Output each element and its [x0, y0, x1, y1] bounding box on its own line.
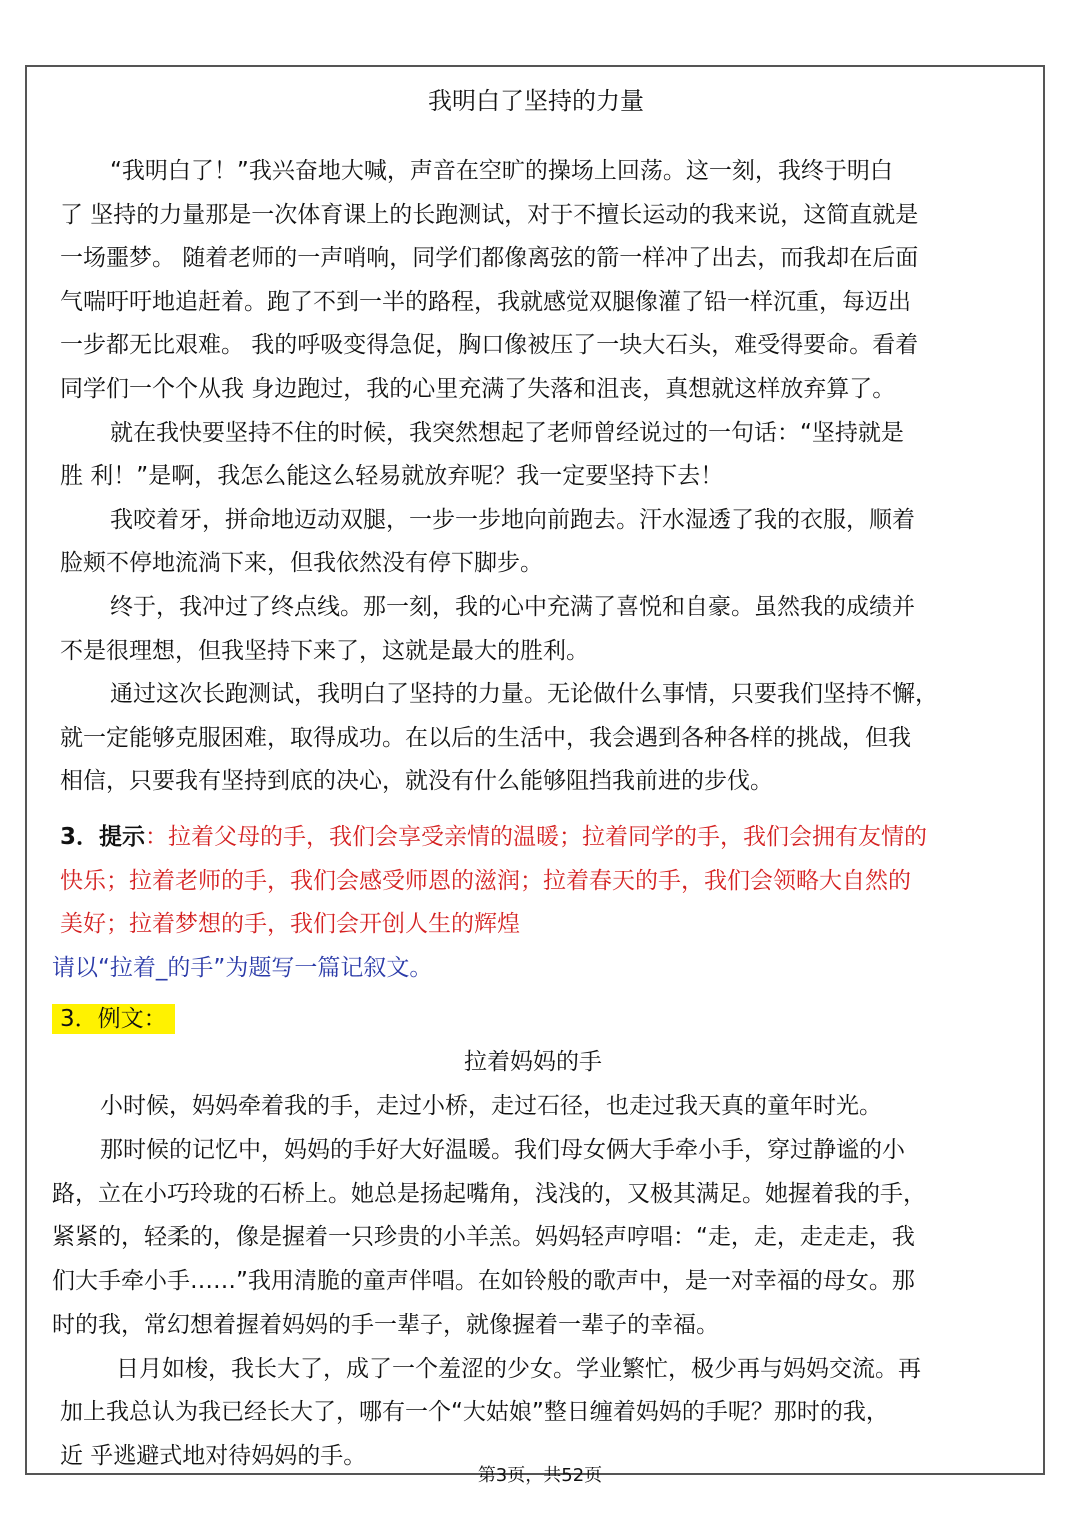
essay-2-line: 日月如梭，我长大了，成了一个羞涩的少女。学业繁忙，极少再与妈妈交流。再	[116, 1356, 921, 1382]
essay-1-line: 就一定能够克服困难，取得成功。在以后的生活中，我会遇到各种各样的挑战，但我	[60, 725, 911, 751]
essay-1-line: 了 坚持的力量那是一次体育课上的长跑测试，对于不擅长运动的我来说，这简直就是	[60, 202, 919, 228]
hint-line	[60, 822, 927, 852]
essay-2-line: 时的我，常幻想着握着妈妈的手一辈子，就像握着一辈子的幸福。	[52, 1312, 719, 1338]
essay-1-line: 一步都无比艰难。 我的呼吸变得急促，胸口像被压了一块大石头，难受得要命。看着	[60, 332, 919, 358]
essay-1-line: 终于，我冲过了终点线。那一刻，我的心中充满了喜悦和自豪。虽然我的成绩并	[110, 594, 915, 620]
essay-1-line: 同学们一个个从我 身边跑过，我的心里充满了失落和沮丧，真想就这样放弃算了。	[60, 376, 896, 402]
essay-1-line: 脸颊不停地流淌下来，但我依然没有停下脚步。	[60, 550, 543, 576]
essay-2-title: 拉着妈妈的手	[464, 1049, 602, 1075]
essay-1-line: 相信，只要我有坚持到底的决心，就没有什么能够阻挡我前进的步伐。	[60, 768, 773, 794]
example-label-highlight: 3．例文：	[52, 1004, 175, 1034]
hint-label: 3．提示	[60, 824, 146, 850]
essay-2-line: 近 乎逃避式地对待妈妈的手。	[60, 1443, 367, 1469]
essay-1-line: 一场噩梦。 随着老师的一声哨响，同学们都像离弦的箭一样冲了出去，而我却在后面	[60, 245, 919, 271]
essay-1-line: “我明白了！”我兴奋地大喊，声音在空旷的操场上回荡。这一刻，我终于明白	[110, 158, 893, 184]
essay-2-line: 路，立在小巧玲珑的石桥上。她总是扬起嘴角，浅浅的，又极其满足。她握着我的手，	[52, 1181, 926, 1207]
example-label	[52, 1004, 175, 1034]
essay-1-title: 我明白了坚持的力量	[428, 87, 644, 115]
hint-text: 拉着父母的手，我们会享受亲情的温暖；拉着同学的手，我们会拥有友情的	[168, 824, 928, 850]
essay-2-line: 们大手牵小手……”我用清脆的童声伴唱。在如铃般的歌声中，是一对幸福的母女。那	[52, 1268, 915, 1294]
essay-1-line: 胜 利！”是啊，我怎么能这么轻易就放弃呢？我一定要坚持下去！	[60, 463, 724, 489]
essay-2-line: 那时候的记忆中，妈妈的手好大好温暖。我们母女俩大手牵小手，穿过静谧的小	[100, 1137, 905, 1163]
essay-1-line: 我咬着牙，拼命地迈动双腿，一步一步地向前跑去。汗水湿透了我的衣服，顺着	[110, 507, 915, 533]
page-number: 第3页，共52页	[477, 1465, 603, 1486]
hint-text: 美好；拉着梦想的手，我们会开创人生的辉煌	[60, 911, 520, 937]
essay-2-line: 加上我总认为我已经长大了，哪有一个“大姑娘”整日缠着妈妈的手呢？那时的我，	[60, 1399, 889, 1425]
writing-prompt: 请以“拉着_的手”为题写一篇记叙文。	[52, 955, 433, 981]
hint-colon: ：	[145, 824, 169, 850]
essay-1-line: 通过这次长跑测试，我明白了坚持的力量。无论做什么事情，只要我们坚持不懈，	[110, 681, 938, 707]
essay-2-line: 紧紧的，轻柔的，像是握着一只珍贵的小羊羔。妈妈轻声哼唱：“走，走，走走走，我	[52, 1224, 915, 1250]
essay-1-line: 就在我快要坚持不住的时候，我突然想起了老师曾经说过的一句话：“坚持就是	[110, 420, 904, 446]
essay-2-line: 小时候，妈妈牵着我的手，走过小桥，走过石径，也走过我天真的童年时光。	[100, 1093, 882, 1119]
hint-text: 快乐；拉着老师的手，我们会感受师恩的滋润；拉着春天的手，我们会领略大自然的	[60, 868, 911, 894]
essay-1-line: 不是很理想，但我坚持下来了，这就是最大的胜利。	[60, 638, 589, 664]
essay-1-line: 气喘吁吁地追赶着。跑了不到一半的路程，我就感觉双腿像灌了铅一样沉重，每迈出	[60, 289, 911, 315]
